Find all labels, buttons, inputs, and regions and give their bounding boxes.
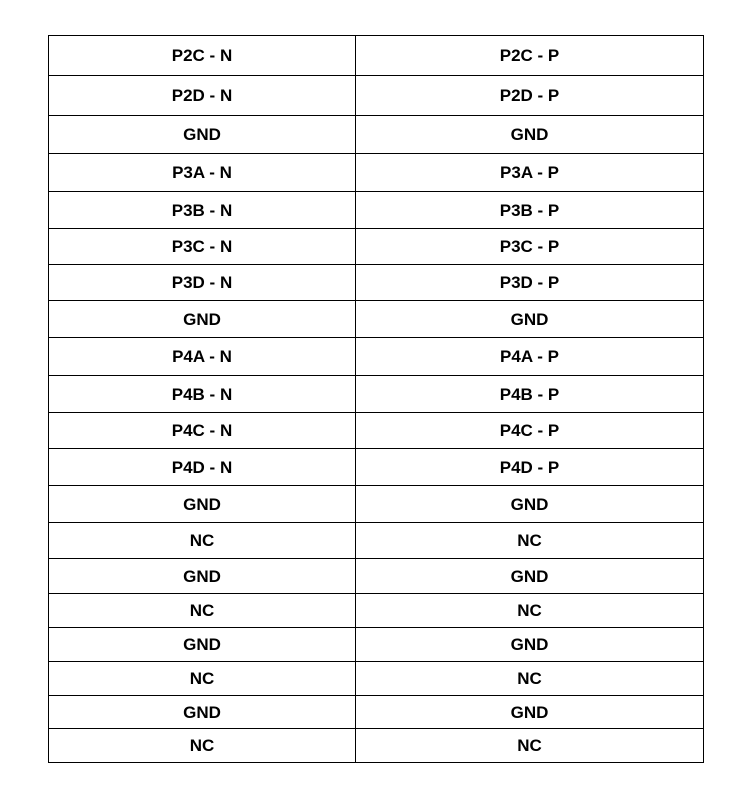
- pin-left-cell: P3C - N: [49, 229, 356, 265]
- table-row: [49, 76, 704, 116]
- pin-table-body: [49, 36, 704, 763]
- pin-assignment-table: [48, 35, 704, 763]
- pin-left-cell: GND: [49, 116, 356, 154]
- table-row: [49, 376, 704, 413]
- table-row: [49, 192, 704, 229]
- pin-left-cell: P4D - N: [49, 449, 356, 486]
- pin-right-cell: NC: [356, 662, 704, 696]
- pin-right-cell: NC: [356, 594, 704, 628]
- pin-left-cell: NC: [49, 729, 356, 763]
- pin-right-cell: NC: [356, 729, 704, 763]
- table-row: [49, 116, 704, 154]
- pin-right-cell: P3B - P: [356, 192, 704, 229]
- pin-right-cell: NC: [356, 523, 704, 559]
- table-row: [49, 628, 704, 662]
- pin-left-cell: P2D - N: [49, 76, 356, 116]
- table-row: [49, 696, 704, 729]
- pin-left-cell: NC: [49, 594, 356, 628]
- table-row: [49, 559, 704, 594]
- pin-left-cell: P4C - N: [49, 413, 356, 449]
- pin-left-cell: GND: [49, 301, 356, 338]
- pin-left-cell: NC: [49, 662, 356, 696]
- pin-right-cell: P4C - P: [356, 413, 704, 449]
- pin-right-cell: GND: [356, 628, 704, 662]
- table-row: [49, 729, 704, 763]
- table-row: [49, 154, 704, 192]
- table-row: [49, 265, 704, 301]
- table-row: [49, 486, 704, 523]
- table-row: [49, 449, 704, 486]
- pin-right-cell: P2C - P: [356, 36, 704, 76]
- pin-right-cell: GND: [356, 301, 704, 338]
- pin-left-cell: GND: [49, 628, 356, 662]
- pin-right-cell: GND: [356, 486, 704, 523]
- pin-left-cell: P2C - N: [49, 36, 356, 76]
- table-row: [49, 36, 704, 76]
- table-row: [49, 229, 704, 265]
- pin-left-cell: GND: [49, 486, 356, 523]
- table-row: [49, 413, 704, 449]
- table-row: [49, 338, 704, 376]
- pin-right-cell: GND: [356, 696, 704, 729]
- pin-left-cell: GND: [49, 696, 356, 729]
- table-row: [49, 523, 704, 559]
- pin-left-cell: NC: [49, 523, 356, 559]
- table-row: [49, 301, 704, 338]
- table-row: [49, 594, 704, 628]
- pin-right-cell: GND: [356, 116, 704, 154]
- pin-left-cell: P3B - N: [49, 192, 356, 229]
- pin-left-cell: GND: [49, 559, 356, 594]
- pin-right-cell: P2D - P: [356, 76, 704, 116]
- pin-left-cell: P3A - N: [49, 154, 356, 192]
- pin-right-cell: P3C - P: [356, 229, 704, 265]
- pin-right-cell: P3D - P: [356, 265, 704, 301]
- pin-right-cell: P4B - P: [356, 376, 704, 413]
- table-row: [49, 662, 704, 696]
- pin-left-cell: P4B - N: [49, 376, 356, 413]
- pin-left-cell: P4A - N: [49, 338, 356, 376]
- pin-right-cell: P4A - P: [356, 338, 704, 376]
- pin-left-cell: P3D - N: [49, 265, 356, 301]
- pin-right-cell: P4D - P: [356, 449, 704, 486]
- pin-right-cell: GND: [356, 559, 704, 594]
- pin-right-cell: P3A - P: [356, 154, 704, 192]
